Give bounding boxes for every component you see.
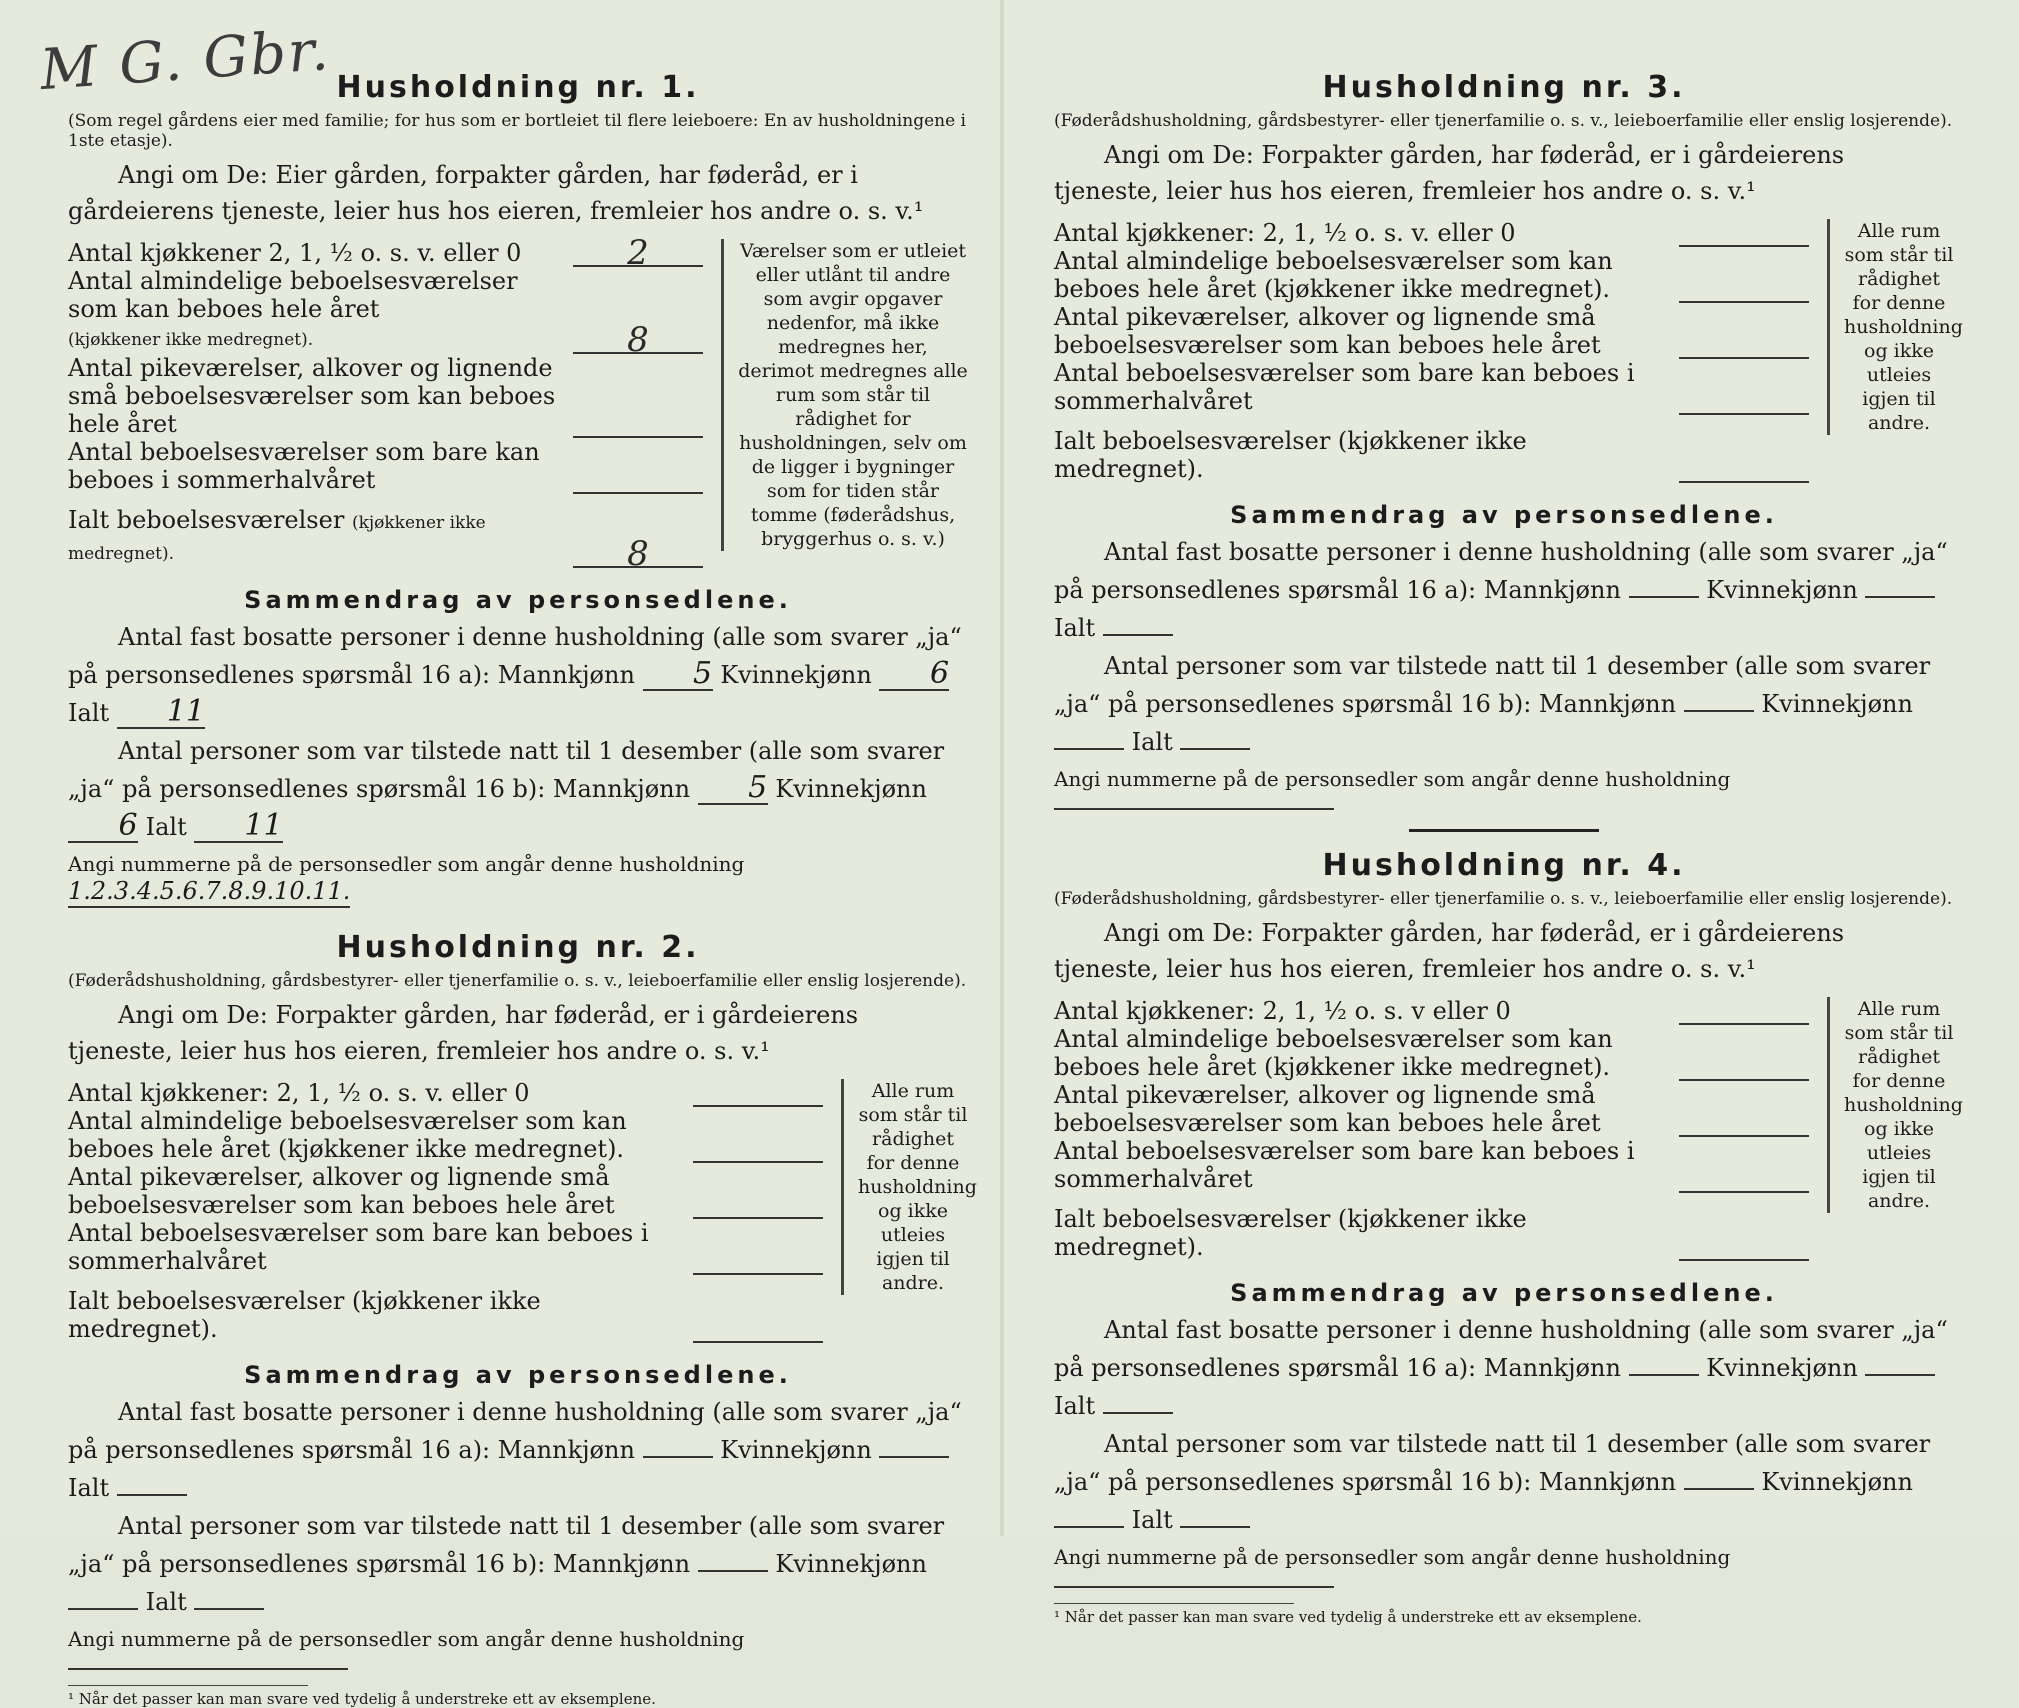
h4-footnote: [1054, 1603, 1642, 1626]
h4-a-male[interactable]: [1629, 1374, 1699, 1376]
household-3-angi: Angi om De: Forpakter gården, har føderåd, er i gårdeierens tjeneste, leier hus hos eieren, fremleier hos andre o. s. v.¹: [1054, 141, 1845, 205]
h3-summary-b: [1054, 647, 1954, 761]
h1-alm-value[interactable]: 8: [573, 326, 703, 354]
h1-pike-row: [68, 354, 703, 438]
h2-footnote-text: ¹ Når det passer kan man svare ved tydelig å understreke ett av eksemplene.: [68, 1690, 656, 1708]
h2-ialt-row: [68, 1287, 823, 1343]
h2-a-female-label: Kvinnekjønn: [720, 1436, 872, 1464]
h2-alm-value[interactable]: [693, 1135, 823, 1163]
h1-kitchen-value[interactable]: 2: [573, 239, 703, 267]
h4-numbers-value[interactable]: [1054, 1586, 1334, 1588]
h3-sommer-label: Antal beboelsesværelser som bare kan beboes i sommerhalvåret: [1054, 359, 1635, 415]
h4-side-note: Alle rum som står til rådighet for denne husholdning og ikke utleies igjen til andre.: [1827, 997, 1954, 1213]
h3-numbers-value[interactable]: [1054, 808, 1334, 810]
h3-kitchen-label: Antal kjøkkener: 2, 1, ½ o. s. v. eller 0: [1054, 219, 1516, 247]
h3-b-male[interactable]: [1684, 710, 1754, 712]
h1-a-total[interactable]: 11: [117, 697, 205, 729]
h4-numbers-label: Angi nummerne på de personsedler som angår denne husholdning: [1054, 1545, 1731, 1569]
h3-b-total[interactable]: [1180, 748, 1250, 750]
h4-pike-row: [1054, 1081, 1809, 1137]
h4-b-text: Antal personer som var tilstede natt til 1 desember (alle som svarer „ja“ på personsedlenes spørsmål 16 b): Mannkjønn: [1054, 1430, 1931, 1496]
h2-b-female[interactable]: [68, 1608, 138, 1610]
h2-alm-row: [68, 1107, 823, 1163]
household-3-note: (Føderådshusholdning, gårdsbestyrer- eller tjenerfamilie o. s. v., leieboerfamilie eller enslig losjerende).: [1054, 111, 1953, 131]
h4-sommer-label: Antal beboelsesværelser som bare kan beboes i sommerhalvåret: [1054, 1137, 1635, 1193]
h4-kitchen-value[interactable]: [1679, 997, 1809, 1025]
household-2-angi: Angi om De: Forpakter gården, har føderåd, er i gårdeierens tjeneste, leier hus hos eieren, fremleier hos andre o. s. v.¹: [68, 1001, 859, 1065]
h4-ialt-label: Ialt beboelsesværelser (kjøkkener ikke medregnet).: [1054, 1205, 1527, 1261]
h4-ialt-value[interactable]: [1679, 1233, 1809, 1261]
h1-alm-row: [68, 267, 703, 360]
household-1-entries: [68, 233, 703, 574]
h1-alm-sub: (kjøkkener ikke medregnet).: [68, 330, 314, 350]
h2-b-total-label: Ialt: [145, 1588, 187, 1616]
household-1-rooms: [68, 233, 968, 574]
h1-b-text: Antal personer som var tilstede natt til 1 desember (alle som svarer „ja“ på personsedlenes spørsmål 16 b): Mannkjønn: [68, 737, 945, 803]
h1-b-total-label: Ialt: [145, 813, 187, 841]
household-4-title: Husholdning nr. 4.: [1322, 848, 1686, 883]
h1-numbers-row: [68, 852, 968, 908]
h3-pike-value[interactable]: [1679, 331, 1809, 359]
h1-a-female[interactable]: 6: [879, 659, 949, 691]
h2-a-total[interactable]: [117, 1494, 187, 1496]
h4-a-text: Antal fast bosatte personer i denne husholdning (alle som svarer „ja“ på personsedlenes spørsmål 16 a): Mannkjønn: [1054, 1316, 1948, 1382]
household-1-angi: Angi om De: Eier gården, forpakter gården, har føderåd, er i gårdeierens tjeneste, leier hus hos eieren, fremleier hos andre o. s. v.¹: [68, 161, 924, 225]
h4-a-total-label: Ialt: [1054, 1392, 1096, 1420]
h1-a-female-label: Kvinnekjønn: [720, 661, 872, 689]
h4-sommer-value[interactable]: [1679, 1165, 1809, 1193]
household-2-note: (Føderådshusholdning, gårdsbestyrer- eller tjenerfamilie o. s. v., leieboerfamilie eller enslig losjerende).: [68, 971, 967, 991]
h3-summary-a: [1054, 533, 1954, 647]
h2-ialt-label: Ialt beboelsesværelser (kjøkkener ikke medregnet).: [68, 1287, 541, 1343]
h2-a-total-label: Ialt: [68, 1474, 110, 1502]
h3-alm-value[interactable]: [1679, 275, 1809, 303]
left-column: [68, 70, 977, 1708]
h2-footnote: [68, 1685, 656, 1708]
h2-sommer-label: Antal beboelsesværelser som bare kan beboes i sommerhalvåret: [68, 1219, 649, 1275]
h1-ialt-sub: (kjøkkener ikke medregnet).: [68, 513, 486, 564]
household-4-angi: Angi om De: Forpakter gården, har føderåd, er i gårdeierens tjeneste, leier hus hos eieren, fremleier hos andre o. s. v.¹: [1054, 919, 1845, 983]
h3-sommer-value[interactable]: [1679, 387, 1809, 415]
household-3-rooms: [1054, 219, 1963, 483]
h2-sommer-row: [68, 1219, 823, 1275]
h4-b-total-label: Ialt: [1131, 1506, 1173, 1534]
h4-kitchen-row: [1054, 997, 1809, 1025]
h1-kitchen-label: Antal kjøkkener 2, 1, ½ o. s. v. eller 0: [68, 239, 522, 267]
h3-ialt-label: Ialt beboelsesværelser (kjøkkener ikke medregnet).: [1054, 427, 1527, 483]
h2-sommer-value[interactable]: [693, 1247, 823, 1275]
h1-a-text: Antal fast bosatte personer i denne husholdning (alle som svarer „ja“ på personsedlenes spørsmål 16 a): Mannkjønn: [68, 623, 962, 689]
h1-sommer-label: Antal beboelsesværelser som bare kan beboes i sommerhalvåret: [68, 438, 540, 494]
h1-alm-text: Antal almindelige beboelsesværelser som kan beboes hele året: [68, 267, 518, 323]
h2-kitchen-value[interactable]: [693, 1079, 823, 1107]
h3-side-note: Alle rum som står til rådighet for denne husholdning og ikke utleies igjen til andre.: [1827, 219, 1954, 435]
h2-a-female[interactable]: [879, 1456, 949, 1458]
h2-pike-label: Antal pikeværelser, alkover og lignende små beboelsesværelser som kan beboes hele året: [68, 1163, 615, 1219]
h1-summary-a: [68, 618, 968, 732]
h1-kitchen-row: [68, 233, 703, 273]
h4-summary-a: [1054, 1311, 1954, 1425]
household-4: [1054, 848, 1963, 1626]
h1-a-total-label: Ialt: [68, 699, 110, 727]
h2-pike-row: [68, 1163, 823, 1219]
h4-summary-title: Sammendrag av personsedlene.: [1230, 1279, 1778, 1307]
page-fold: [1000, 0, 1004, 1536]
h3-numbers-row: [1054, 767, 1954, 815]
h1-ialt-value[interactable]: 8: [573, 540, 703, 568]
h3-b-total-label: Ialt: [1131, 728, 1173, 756]
h2-summary-b: [68, 1507, 968, 1621]
h3-a-total-label: Ialt: [1054, 614, 1096, 642]
h3-a-female-label: Kvinnekjønn: [1706, 576, 1858, 604]
h4-pike-label: Antal pikeværelser, alkover og lignende små beboelsesværelser som kan beboes hele året: [1054, 1081, 1601, 1137]
h1-ialt-row: [68, 506, 703, 574]
h4-summary-b: [1054, 1425, 1954, 1539]
h4-a-total[interactable]: [1103, 1412, 1173, 1414]
h3-alm-row: [1054, 247, 1809, 303]
household-2-title: Husholdning nr. 2.: [336, 930, 700, 965]
h1-b-total[interactable]: 11: [194, 811, 282, 843]
household-1-note: (Som regel gårdens eier med familie; for hus som er bortleiet til flere leieboere: En av husholdningene i 1ste etasje).: [68, 111, 966, 151]
household-1: [68, 70, 968, 908]
h2-a-male[interactable]: [643, 1456, 713, 1458]
h1-sommer-value[interactable]: [573, 466, 703, 494]
household-2-entries: [68, 1079, 823, 1343]
h3-alm-label: Antal almindelige beboelsesværelser som kan beboes hele året (kjøkkener ikke medregnet).: [1054, 247, 1613, 303]
h2-alm-label: Antal almindelige beboelsesværelser som kan beboes hele året (kjøkkener ikke medregnet).: [68, 1107, 627, 1163]
h4-kitchen-label: Antal kjøkkener: 2, 1, ½ o. s. v eller 0: [1054, 997, 1511, 1025]
h2-a-text: Antal fast bosatte personer i denne husholdning (alle som svarer „ja“ på personsedlenes spørsmål 16 a): Mannkjønn: [68, 1398, 962, 1464]
h4-sommer-row: [1054, 1137, 1809, 1193]
h3-b-female-label: Kvinnekjønn: [1761, 690, 1913, 718]
household-2-rooms: [68, 1079, 977, 1343]
h4-ialt-row: [1054, 1205, 1809, 1261]
h3-ialt-row: [1054, 427, 1809, 483]
h1-ialt-label: [68, 506, 567, 568]
h1-side-note: Værelser som er utleiet eller utlånt til andre som avgir opgaver nedenfor, må ikke medregnes her, derimot medregnes alle rum som står til rådighet for husholdningen, selv om de ligger i bygninger som for tiden står tomme (føderådshus, bryggerhus o. s. v.): [721, 239, 968, 551]
h2-ialt-value[interactable]: [693, 1315, 823, 1343]
h3-ialt-value[interactable]: [1679, 455, 1809, 483]
h4-alm-value[interactable]: [1679, 1053, 1809, 1081]
h3-a-text: Antal fast bosatte personer i denne husholdning (alle som svarer „ja“ på personsedlenes spørsmål 16 a): Mannkjønn: [1054, 538, 1948, 604]
h4-numbers-row: [1054, 1545, 1954, 1593]
h2-side-note: Alle rum som står til rådighet for denne husholdning og ikke utleies igjen til andre.: [841, 1079, 968, 1295]
right-column: [1054, 70, 1963, 1626]
h1-sommer-row: [68, 438, 703, 494]
h3-a-total[interactable]: [1103, 634, 1173, 636]
h1-pike-label: Antal pikeværelser, alkover og lignende små beboelsesværelser som kan beboes hele året: [68, 354, 556, 438]
h3-pike-label: Antal pikeværelser, alkover og lignende små beboelsesværelser som kan beboes hele året: [1054, 303, 1601, 359]
household-1-title: Husholdning nr. 1.: [336, 70, 700, 105]
h2-kitchen-row: [68, 1079, 823, 1107]
h4-b-total[interactable]: [1180, 1526, 1250, 1528]
h2-b-male[interactable]: [698, 1570, 768, 1572]
household-3-title: Husholdning nr. 3.: [1322, 70, 1686, 105]
h3-numbers-label: Angi nummerne på de personsedler som angår denne husholdning: [1054, 767, 1731, 791]
h2-b-text: Antal personer som var tilstede natt til 1 desember (alle som svarer „ja“ på personsedlenes spørsmål 16 b): Mannkjønn: [68, 1512, 945, 1578]
h1-a-male[interactable]: 5: [643, 659, 713, 691]
household-3-entries: [1054, 219, 1809, 483]
h4-alm-label: Antal almindelige beboelsesværelser som kan beboes hele året (kjøkkener ikke medregnet).: [1054, 1025, 1613, 1081]
h2-numbers-label: Angi nummerne på de personsedler som angår denne husholdning: [68, 1627, 745, 1651]
h1-numbers-label: Angi nummerne på de personsedler som angår denne husholdning: [68, 852, 745, 876]
h2-b-female-label: Kvinnekjønn: [775, 1550, 927, 1578]
h3-summary-title: Sammendrag av personsedlene.: [1230, 501, 1778, 529]
h3-kitchen-row: [1054, 219, 1809, 247]
h3-a-female[interactable]: [1865, 596, 1935, 598]
h2-numbers-value[interactable]: [68, 1668, 348, 1670]
h1-numbers-value[interactable]: 1.2.3.4.5.6.7.8.9.10.11.: [68, 876, 350, 908]
h4-b-female-label: Kvinnekjønn: [1761, 1468, 1913, 1496]
h4-a-female[interactable]: [1865, 1374, 1935, 1376]
household-2: [68, 930, 977, 1708]
h1-summary-b: [68, 732, 968, 846]
h1-b-female-label: Kvinnekjønn: [775, 775, 927, 803]
household-4-rooms: [1054, 997, 1963, 1261]
household-4-entries: [1054, 997, 1809, 1261]
h3-sommer-row: [1054, 359, 1809, 415]
h1-b-female[interactable]: 6: [68, 811, 138, 843]
h1-pike-value[interactable]: [573, 410, 703, 438]
h1-summary-title: Sammendrag av personsedlene.: [244, 586, 792, 614]
h4-footnote-text: ¹ Når det passer kan man svare ved tydelig å understreke ett av eksemplene.: [1054, 1608, 1642, 1626]
h2-summary-a: [68, 1393, 968, 1507]
h4-a-female-label: Kvinnekjønn: [1706, 1354, 1858, 1382]
h4-b-female[interactable]: [1054, 1526, 1124, 1528]
h3-pike-row: [1054, 303, 1809, 359]
h2-numbers-row: [68, 1627, 968, 1675]
h2-kitchen-label: Antal kjøkkener: 2, 1, ½ o. s. v. eller 0: [68, 1079, 530, 1107]
h4-pike-value[interactable]: [1679, 1109, 1809, 1137]
household-3: [1054, 70, 1963, 815]
h2-b-total[interactable]: [194, 1608, 264, 1610]
household-4-note: (Føderådshusholdning, gårdsbestyrer- eller tjenerfamilie o. s. v., leieboerfamilie eller enslig losjerende).: [1054, 889, 1953, 909]
handwritten-corner-note: M G. Gbr.: [38, 17, 333, 104]
h2-summary-title: Sammendrag av personsedlene.: [244, 1361, 792, 1389]
h4-b-male[interactable]: [1684, 1488, 1754, 1490]
h3-a-male[interactable]: [1629, 596, 1699, 598]
h1-b-male[interactable]: 5: [698, 773, 768, 805]
h4-alm-row: [1054, 1025, 1809, 1081]
h3-b-text: Antal personer som var tilstede natt til 1 desember (alle som svarer „ja“ på personsedlenes spørsmål 16 b): Mannkjønn: [1054, 652, 1931, 718]
h2-pike-value[interactable]: [693, 1191, 823, 1219]
h1-ialt-text: Ialt beboelsesværelser: [68, 506, 345, 534]
section-divider: [1409, 829, 1599, 832]
h3-b-female[interactable]: [1054, 748, 1124, 750]
h3-kitchen-value[interactable]: [1679, 219, 1809, 247]
h1-alm-label: [68, 267, 567, 354]
